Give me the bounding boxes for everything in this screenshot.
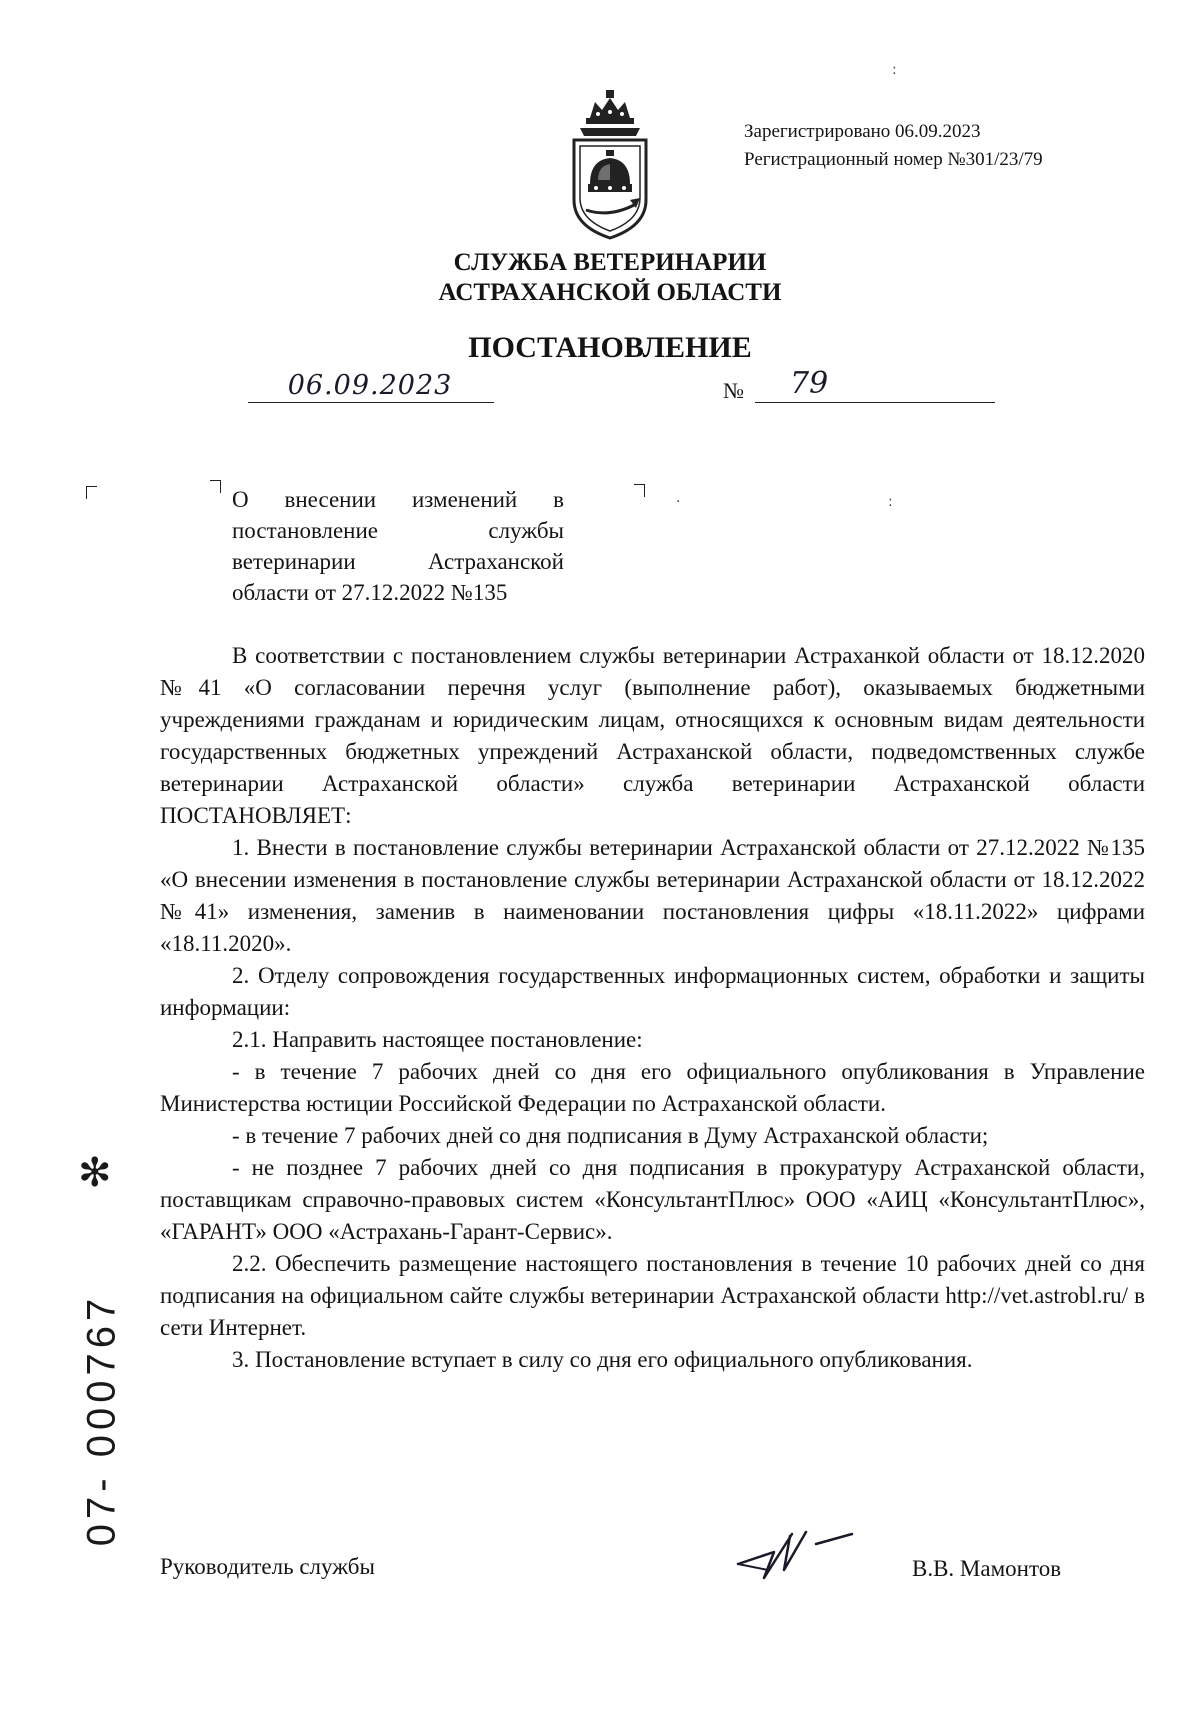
bracket-corner-left xyxy=(86,486,97,499)
side-registry-stamp xyxy=(62,1250,142,1590)
clause-2-1-a: - в течение 7 рабочих дней со дня его официального опубликования в Управление Министерства юстиции Российской Федерации по Астраханской области. xyxy=(160,1059,1145,1116)
agency-name-line2: АСТРАХАНСКОЙ ОБЛАСТИ xyxy=(438,279,782,306)
signer-name: В.В. Мамонтов xyxy=(912,1556,1062,1581)
scan-speck: : xyxy=(888,494,893,510)
signer-title: Руководитель службы xyxy=(160,1554,375,1579)
clause-3: 3. Постановление вступает в силу со дня его официального опубликования. xyxy=(232,1347,973,1372)
clause-2-1: 2.1. Направить настоящее постановление: xyxy=(232,1027,643,1052)
agency-name xyxy=(300,248,920,308)
document-number-label: № xyxy=(723,378,744,403)
side-registry-number: 07- 000767 xyxy=(79,1293,124,1547)
handwritten-signature xyxy=(734,1524,884,1588)
date-underline xyxy=(248,402,494,403)
clause-2-1-c: - не позднее 7 рабочих дней со дня подписания в прокуратуру Астраханской области, поставщикам справочно-правовых систем «КонсультантПлюс» ООО «АИЦ «КонсультантПлюс», «ГАРАНТ» ООО «Астрахань-Гарант-Сервис». xyxy=(160,1155,1145,1244)
clause-2-2: 2.2. Обеспечить размещение настоящего постановления в течение 10 рабочих дней со дня подписания на официальном сайте службы ветеринарии Астраханской области http://vet.astrobl.ru/ в сети Интернет. xyxy=(160,1251,1145,1340)
registration-date: Зарегистрировано 06.09.2023 xyxy=(744,121,981,142)
document-type-heading: ПОСТАНОВЛЕНИЕ xyxy=(468,331,752,364)
document-number: 79 xyxy=(790,366,829,401)
document-body xyxy=(160,640,1145,1376)
clause-1: 1. Внести в постановление службы ветеринарии Астраханской области от 27.12.2022 №135 «О внесении изменения в постановление службы ветеринарии Астраханской области от 18.12.2022 №41» изменения, заменив в наименовании постановления цифры «18.11.2022» цифрами «18.11.2020». xyxy=(160,835,1145,956)
registration-stamp xyxy=(744,118,1043,174)
clause-2: 2. Отделу сопровождения государственных информационных систем, обработки и защиты информации: xyxy=(160,963,1145,1020)
registration-number: Регистрационный номер №301/23/79 xyxy=(744,149,1043,170)
bracket-corner-right xyxy=(634,484,645,497)
agency-name-line1: СЛУЖБА ВЕТЕРИНАРИИ xyxy=(453,249,767,276)
preamble-paragraph: В соответствии с постановлением службы ветеринарии Астраханкой области от 18.12.2020 №41 «О согласовании перечня услуг (выполнение работ), оказываемых бюджетными учреждениями гражданам и юридическим лицам, относящихся к основным видам деятельности государственных бюджетных упреждений Астраханской области, подведомственных службе ветеринарии Астраханской области» служба ветеринарии Астраханской области ПОСТАНОВЛЯЕТ: xyxy=(160,643,1145,828)
coat-of-arms-emblem xyxy=(560,88,660,240)
clause-2-1-b: - в течение 7 рабочих дней со дня подписания в Думу Астраханской области; xyxy=(232,1123,989,1148)
number-underline xyxy=(755,402,995,403)
document-subject: О внесении изменений в постановление службы ветеринарии Астраханской области от 27.12.2022 №135 xyxy=(232,487,564,605)
scan-speck: . xyxy=(676,490,681,506)
side-mark-icon: ✻ xyxy=(78,1150,112,1196)
bracket-corner-inner-right xyxy=(210,480,221,493)
document-date: 06.09.2023 xyxy=(287,370,453,401)
scan-speck: : xyxy=(892,62,897,78)
